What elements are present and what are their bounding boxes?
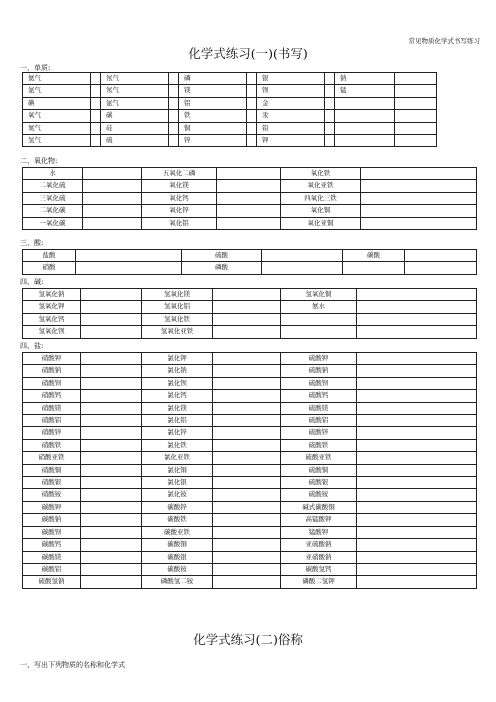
- substance-name: 汞: [257, 110, 325, 122]
- substance-name: 二氧化碳: [23, 205, 83, 217]
- spacer-cell: [247, 135, 257, 147]
- table-row: [23, 301, 477, 313]
- formula-blank[interactable]: [213, 313, 281, 325]
- substance-name: 一氧化碳: [23, 217, 83, 229]
- substance-name: 碳酸钠: [23, 514, 81, 526]
- substance-name: 硫酸亚铁: [281, 452, 357, 464]
- substance-name: 氯化镁: [142, 402, 213, 414]
- substance-name: 氧化钙: [142, 192, 217, 204]
- table-row: [23, 514, 477, 526]
- table-row: [23, 402, 477, 414]
- table-row: [23, 180, 477, 192]
- substance-name: 氯化锌: [142, 427, 213, 439]
- formula-blank[interactable]: [357, 313, 477, 325]
- substance-name: [335, 122, 395, 134]
- table-row: [23, 353, 477, 365]
- formula-blank[interactable]: [361, 180, 477, 192]
- table-row: [23, 464, 477, 476]
- substance-name: 硝酸锌: [23, 427, 81, 439]
- page-title: 化学式练习(一)(书写): [188, 46, 308, 61]
- spacer-cell: [91, 85, 101, 97]
- spacer-cell: [91, 73, 101, 85]
- formula-blank[interactable]: [357, 526, 477, 538]
- spacer-cell: [325, 110, 335, 122]
- substance-name: 金: [257, 97, 325, 109]
- substance-name: 二氧化硫: [23, 180, 83, 192]
- table-row: [23, 217, 477, 229]
- substance-name: [335, 110, 395, 122]
- formula-blank[interactable]: [81, 353, 142, 365]
- table-row: [23, 452, 477, 464]
- formula-blank[interactable]: [357, 489, 477, 501]
- substance-name: 锰酸钾: [281, 526, 357, 538]
- formula-blank[interactable]: [81, 415, 142, 427]
- substance-name: 氢氧化铝: [142, 301, 213, 313]
- table-row: [23, 539, 477, 551]
- substance-name: 碳酸亚铁: [142, 526, 213, 538]
- formula-blank[interactable]: [83, 180, 142, 192]
- formula-blank[interactable]: [395, 85, 437, 97]
- salts-table: [22, 352, 477, 589]
- formula-blank[interactable]: [76, 262, 182, 274]
- substance-name: 氧化亚铜: [281, 217, 361, 229]
- formula-blank[interactable]: [357, 365, 477, 377]
- substance-name: 磷酸二氢钾: [281, 576, 357, 588]
- substance-name: 氢气: [23, 135, 91, 147]
- substance-name: 碳酸铁: [142, 514, 213, 526]
- formula-blank[interactable]: [213, 415, 281, 427]
- formula-blank[interactable]: [213, 402, 281, 414]
- substance-name: 硫酸铵: [281, 489, 357, 501]
- substance-name: 五氧化二磷: [142, 168, 217, 180]
- table-row: [23, 205, 477, 217]
- formula-blank[interactable]: [213, 353, 281, 365]
- formula-blank[interactable]: [357, 501, 477, 513]
- substance-name: 氯化钡: [142, 377, 213, 389]
- substance-name: 氮气: [23, 122, 91, 134]
- formula-blank[interactable]: [213, 551, 281, 563]
- formula-blank[interactable]: [81, 501, 142, 513]
- formula-blank[interactable]: [81, 576, 142, 588]
- formula-blank[interactable]: [213, 427, 281, 439]
- substance-name: 碳酸铝: [23, 563, 81, 575]
- substance-name: 氯化铵: [142, 489, 213, 501]
- section-oxides-heading: 二、氧化物:: [20, 157, 58, 165]
- substance-name: 银: [257, 73, 325, 85]
- spacer-cell: [247, 122, 257, 134]
- table-row: [23, 262, 477, 274]
- formula-blank[interactable]: [81, 402, 142, 414]
- substance-name: 碳酸镁: [23, 551, 81, 563]
- table-row: [23, 85, 437, 97]
- spacer-cell: [91, 110, 101, 122]
- formula-blank[interactable]: [81, 326, 142, 338]
- formula-blank[interactable]: [213, 489, 281, 501]
- substance-name: 氖气: [101, 85, 169, 97]
- table-row: [23, 477, 477, 489]
- section-bases-heading: 四、碱:: [20, 278, 44, 286]
- formula-blank[interactable]: [81, 289, 142, 301]
- formula-blank[interactable]: [213, 539, 281, 551]
- formula-blank[interactable]: [395, 122, 437, 134]
- spacer-cell: [91, 97, 101, 109]
- substance-name: 碳酸铵: [142, 563, 213, 575]
- spacer-cell: [91, 122, 101, 134]
- substance-name: 磷酸: [182, 262, 262, 274]
- formula-blank[interactable]: [213, 439, 281, 451]
- substance-name: 氧化铁: [281, 168, 361, 180]
- substance-name: 碱式碳酸铜: [281, 501, 357, 513]
- spacer-cell: [325, 73, 335, 85]
- formula-blank[interactable]: [81, 313, 142, 325]
- substance-name: 氧气: [23, 110, 91, 122]
- header-note: 常见物质化学式书写练习: [408, 37, 480, 45]
- formula-blank[interactable]: [81, 301, 142, 313]
- spacer-cell: [91, 135, 101, 147]
- formula-blank[interactable]: [81, 489, 142, 501]
- formula-blank[interactable]: [81, 365, 142, 377]
- formula-blank[interactable]: [213, 390, 281, 402]
- substance-name: 碳酸钙: [23, 539, 81, 551]
- formula-blank[interactable]: [357, 301, 477, 313]
- table-row: [23, 576, 477, 588]
- spacer-cell: [169, 122, 179, 134]
- substance-name: 硫: [101, 135, 169, 147]
- formula-blank[interactable]: [217, 168, 281, 180]
- substance-name: 氯化亚铁: [142, 452, 213, 464]
- spacer-cell: [247, 73, 257, 85]
- table-row: [23, 489, 477, 501]
- table-row: [23, 122, 437, 134]
- substance-name: 亚硫酸钠: [281, 539, 357, 551]
- formula-blank[interactable]: [357, 326, 477, 338]
- substance-name: 硅: [101, 122, 169, 134]
- substance-name: 钠: [335, 73, 395, 85]
- substance-name: 氧化锌: [142, 205, 217, 217]
- substance-name: 氯化钠: [142, 365, 213, 377]
- substance-name: 磷: [179, 73, 247, 85]
- spacer-cell: [169, 135, 179, 147]
- substance-name: 三氧化硫: [23, 192, 83, 204]
- formula-blank[interactable]: [81, 551, 142, 563]
- substance-name: 氢氧化钙: [23, 313, 81, 325]
- substance-name: 硫酸: [182, 250, 262, 262]
- substance-name: 硝酸钾: [23, 353, 81, 365]
- spacer-cell: [169, 73, 179, 85]
- substance-name: [335, 135, 395, 147]
- formula-blank[interactable]: [83, 205, 142, 217]
- substance-name: 氧化镁: [142, 180, 217, 192]
- substance-name: 硫酸钠: [281, 365, 357, 377]
- substance-name: 氧化铜: [281, 205, 361, 217]
- substance-name: 铜: [179, 122, 247, 134]
- formula-blank[interactable]: [213, 477, 281, 489]
- substance-name: 氯化铁: [142, 439, 213, 451]
- spacer-cell: [169, 97, 179, 109]
- exercise2-title: 化学式练习(二)俗称: [193, 632, 303, 647]
- table-row: [23, 73, 437, 85]
- substance-name: 硝酸钠: [23, 365, 81, 377]
- spacer-cell: [325, 135, 335, 147]
- table-row: [23, 135, 437, 147]
- formula-blank[interactable]: [81, 377, 142, 389]
- formula-blank[interactable]: [83, 192, 142, 204]
- formula-blank[interactable]: [405, 262, 477, 274]
- substance-name: 碳酸钾: [23, 501, 81, 513]
- question-1: 一、写出下列物质的名称和化学式: [20, 661, 125, 669]
- formula-blank[interactable]: [81, 563, 142, 575]
- formula-blank[interactable]: [81, 526, 142, 538]
- substance-name: 硫酸铜: [281, 464, 357, 476]
- substance-name: 氢氧化钾: [23, 301, 81, 313]
- table-row: [23, 326, 477, 338]
- substance-name: 高锰酸钾: [281, 514, 357, 526]
- substance-name: 碳酸钡: [23, 526, 81, 538]
- spacer-cell: [325, 122, 335, 134]
- formula-blank[interactable]: [357, 415, 477, 427]
- formula-blank[interactable]: [217, 192, 281, 204]
- substance-name: 碳酸铜: [142, 539, 213, 551]
- substance-name: 锰: [335, 85, 395, 97]
- formula-blank[interactable]: [81, 390, 142, 402]
- formula-blank[interactable]: [213, 289, 281, 301]
- substance-name: 碘: [23, 97, 91, 109]
- acids-table: [22, 249, 477, 275]
- formula-blank[interactable]: [213, 576, 281, 588]
- substance-name: 铁: [179, 110, 247, 122]
- table-row: [23, 526, 477, 538]
- formula-blank[interactable]: [213, 526, 281, 538]
- formula-blank[interactable]: [357, 452, 477, 464]
- table-row: [23, 97, 437, 109]
- formula-blank[interactable]: [357, 477, 477, 489]
- formula-blank[interactable]: [217, 205, 281, 217]
- table-row: [23, 192, 477, 204]
- spacer-cell: [325, 85, 335, 97]
- formula-blank[interactable]: [395, 97, 437, 109]
- substance-name: 亚硝酸钠: [281, 551, 357, 563]
- substance-name: 硝酸亚铁: [23, 452, 81, 464]
- formula-blank[interactable]: [357, 576, 477, 588]
- table-row: [23, 289, 477, 301]
- substance-name: 氢氧化钡: [23, 326, 81, 338]
- substance-name: 硝酸镁: [23, 402, 81, 414]
- formula-blank[interactable]: [213, 326, 281, 338]
- formula-blank[interactable]: [81, 539, 142, 551]
- formula-blank[interactable]: [262, 250, 343, 262]
- substance-name: 硝酸铝: [23, 415, 81, 427]
- substance-name: 氦气: [23, 73, 91, 85]
- substance-name: 硝酸银: [23, 477, 81, 489]
- substance-name: 钡: [257, 85, 325, 97]
- table-row: [23, 313, 477, 325]
- table-row: [23, 427, 477, 439]
- substance-name: 氩气: [101, 97, 169, 109]
- substance-name: 氢氧化镁: [142, 289, 213, 301]
- spacer-cell: [169, 110, 179, 122]
- substance-name: 氧化亚铁: [281, 180, 361, 192]
- substance-name: 硫酸氢钠: [23, 576, 81, 588]
- substance-name: 镁: [179, 85, 247, 97]
- bases-table: [22, 288, 477, 339]
- oxides-table: [22, 167, 477, 230]
- formula-blank[interactable]: [357, 563, 477, 575]
- substance-name: 氢氧化铜: [281, 289, 357, 301]
- table-row: [23, 377, 477, 389]
- substance-name: 氢氧化钠: [23, 289, 81, 301]
- substance-name: 硫酸钙: [281, 390, 357, 402]
- spacer-cell: [247, 85, 257, 97]
- substance-name: 氯化铜: [142, 464, 213, 476]
- formula-blank[interactable]: [361, 217, 477, 229]
- formula-blank[interactable]: [217, 180, 281, 192]
- spacer-cell: [247, 110, 257, 122]
- formula-blank[interactable]: [81, 427, 142, 439]
- formula-blank[interactable]: [357, 402, 477, 414]
- formula-blank[interactable]: [83, 168, 142, 180]
- substance-name: 氯化银: [142, 477, 213, 489]
- substance-name: 硝酸铵: [23, 489, 81, 501]
- spacer-cell: [169, 85, 179, 97]
- formula-blank[interactable]: [357, 464, 477, 476]
- formula-blank[interactable]: [213, 301, 281, 313]
- formula-blank[interactable]: [217, 217, 281, 229]
- formula-blank[interactable]: [357, 539, 477, 551]
- formula-blank[interactable]: [357, 514, 477, 526]
- section-acids-heading: 三、酸:: [20, 239, 44, 247]
- table-row: [23, 365, 477, 377]
- section-salts-heading: 四、盐:: [20, 342, 44, 350]
- formula-blank[interactable]: [357, 439, 477, 451]
- formula-blank[interactable]: [357, 551, 477, 563]
- substance-name: 碳酸: [343, 250, 405, 262]
- spacer-cell: [247, 97, 257, 109]
- substance-name: 硫酸镁: [281, 402, 357, 414]
- formula-blank[interactable]: [81, 452, 142, 464]
- formula-blank[interactable]: [361, 192, 477, 204]
- formula-blank[interactable]: [81, 477, 142, 489]
- substance-name: 水: [23, 168, 83, 180]
- formula-blank[interactable]: [81, 439, 142, 451]
- table-row: [23, 415, 477, 427]
- section-elements-heading: 一、单质:: [20, 64, 51, 72]
- formula-blank[interactable]: [213, 514, 281, 526]
- substance-name: 硫酸钡: [281, 377, 357, 389]
- substance-name: 硝酸铜: [23, 464, 81, 476]
- elements-table: [22, 72, 437, 147]
- formula-blank[interactable]: [213, 452, 281, 464]
- substance-name: [281, 326, 357, 338]
- substance-name: 硫酸锌: [281, 427, 357, 439]
- formula-blank[interactable]: [83, 217, 142, 229]
- substance-name: 硝酸钡: [23, 377, 81, 389]
- formula-blank[interactable]: [81, 464, 142, 476]
- substance-name: 硝酸钙: [23, 390, 81, 402]
- formula-blank[interactable]: [81, 514, 142, 526]
- formula-blank[interactable]: [213, 501, 281, 513]
- formula-blank[interactable]: [213, 377, 281, 389]
- substance-name: 硫酸银: [281, 477, 357, 489]
- formula-blank[interactable]: [395, 110, 437, 122]
- substance-name: 铝: [179, 97, 247, 109]
- substance-name: 氯化铝: [142, 415, 213, 427]
- formula-blank[interactable]: [213, 464, 281, 476]
- formula-blank[interactable]: [262, 262, 343, 274]
- substance-name: 氖气: [101, 73, 169, 85]
- table-row: [23, 501, 477, 513]
- substance-name: 氩气: [23, 85, 91, 97]
- substance-name: 锌: [179, 135, 247, 147]
- table-row: [23, 563, 477, 575]
- substance-name: 氯化钾: [142, 353, 213, 365]
- substance-name: [335, 97, 395, 109]
- substance-name: 氨水: [281, 301, 357, 313]
- substance-name: 氯化钙: [142, 390, 213, 402]
- substance-name: 盐酸: [23, 250, 76, 262]
- table-row: [23, 110, 437, 122]
- substance-name: 碳酸锌: [142, 501, 213, 513]
- substance-name: 铅: [257, 122, 325, 134]
- substance-name: 碳酸银: [142, 551, 213, 563]
- substance-name: 硫酸钾: [281, 353, 357, 365]
- formula-blank[interactable]: [357, 390, 477, 402]
- table-row: [23, 439, 477, 451]
- spacer-cell: [325, 97, 335, 109]
- formula-blank[interactable]: [76, 250, 182, 262]
- table-row: [23, 250, 477, 262]
- formula-blank[interactable]: [213, 365, 281, 377]
- substance-name: 碳酸氢钙: [281, 563, 357, 575]
- substance-name: 硫酸铁: [281, 439, 357, 451]
- substance-name: 四氧化三铁: [281, 192, 361, 204]
- substance-name: [343, 262, 405, 274]
- substance-name: 氢氧化铁: [142, 313, 213, 325]
- table-row: [23, 168, 477, 180]
- substance-name: 氧化铝: [142, 217, 217, 229]
- formula-blank[interactable]: [357, 289, 477, 301]
- formula-blank[interactable]: [361, 168, 477, 180]
- formula-blank[interactable]: [395, 135, 437, 147]
- formula-blank[interactable]: [213, 563, 281, 575]
- formula-blank[interactable]: [405, 250, 477, 262]
- formula-blank[interactable]: [357, 377, 477, 389]
- substance-name: 硝酸铁: [23, 439, 81, 451]
- substance-name: 碳: [101, 110, 169, 122]
- formula-blank[interactable]: [395, 73, 437, 85]
- substance-name: 钾: [257, 135, 325, 147]
- table-row: [23, 390, 477, 402]
- formula-blank[interactable]: [357, 427, 477, 439]
- formula-blank[interactable]: [361, 205, 477, 217]
- substance-name: [281, 313, 357, 325]
- substance-name: 硫酸铝: [281, 415, 357, 427]
- substance-name: 磷酸氢二铵: [142, 576, 213, 588]
- substance-name: 氢氧化亚铁: [142, 326, 213, 338]
- formula-blank[interactable]: [357, 353, 477, 365]
- substance-name: 硝酸: [23, 262, 76, 274]
- table-row: [23, 551, 477, 563]
